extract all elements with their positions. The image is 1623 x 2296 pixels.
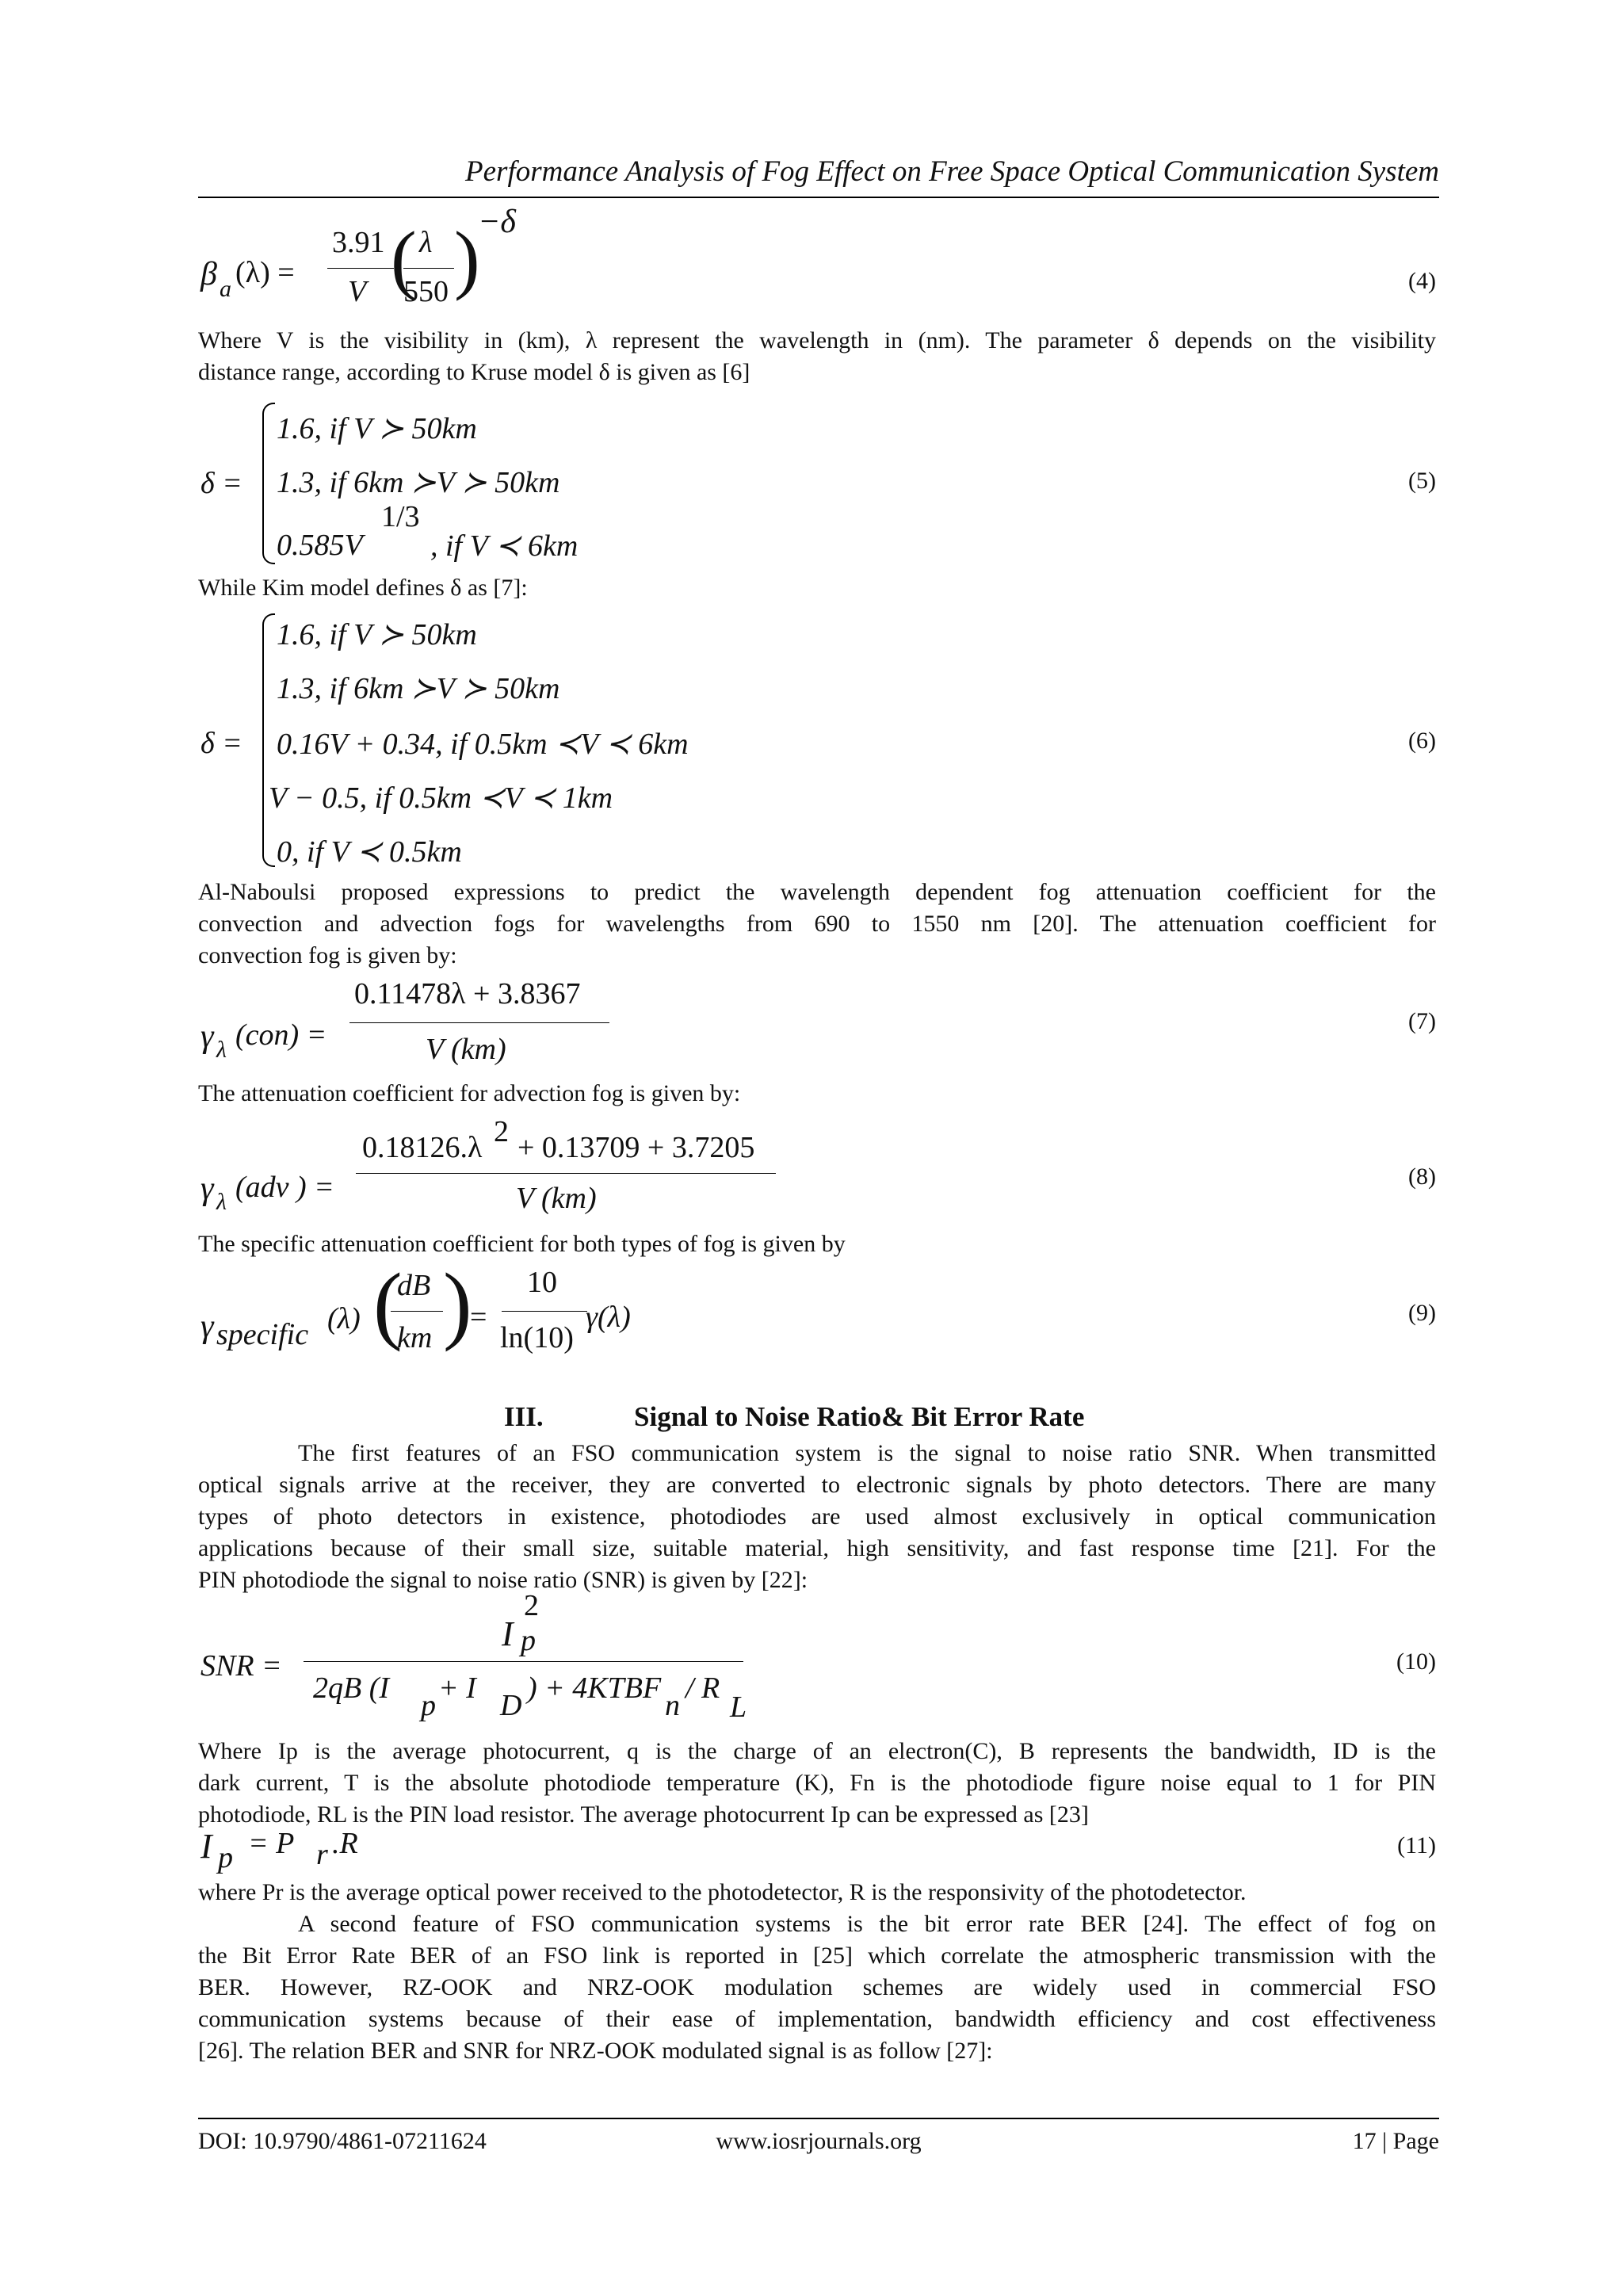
- equation-11: I p = P r .R: [200, 1827, 358, 1874]
- equation-number-6: (6): [1408, 728, 1436, 754]
- footer-page-number: 17 | Page: [1352, 2128, 1439, 2154]
- equation-number-7: (7): [1408, 1008, 1436, 1034]
- equation-number-9: (9): [1408, 1300, 1436, 1326]
- running-header-title: Performance Analysis of Fog Effect on Free Space Optical Communication System: [465, 155, 1439, 188]
- equation-4: β a (λ) = 3.91 V ( λ 550 ) −δ: [200, 204, 516, 308]
- paragraph-specific-attenuation: The specific attenuation coefficient for both types of fog is given by: [198, 1231, 846, 1257]
- section-title: Signal to Noise Ratio& Bit Error Rate: [634, 1401, 1085, 1432]
- footer-website: www.iosrjournals.org: [716, 2128, 922, 2154]
- paragraph-snr-intro: The first features of an FSO communication system is the signal to noise ratio SNR. When transmitted optical signals arrive at the receiver, they are converted to electronic signals by photo detectors. There are many types of photo detectors in existence, photodiodes are used almost exclusively in optical communication applications because of their small size, suitable material, high sensitivity, and fast response time [21]. For the PIN photodiode the signal to noise ratio (SNR) is given by [22]:: [198, 1440, 1436, 1593]
- footer-doi: DOI: 10.9790/4861-07211624: [198, 2128, 487, 2154]
- running-header: [198, 152, 1439, 198]
- equation-9: γ specific (λ) ( dB km ) = 10 ln(10) γ(λ): [200, 1255, 631, 1354]
- equation-number-8: (8): [1408, 1163, 1436, 1190]
- equation-number-11: (11): [1397, 1832, 1436, 1859]
- paragraph-advection: The attenuation coefficient for advection fog is given by:: [198, 1080, 741, 1106]
- paragraph-visibility: Where V is the visibility in (km), λ represent the wavelength in (nm). The parameter δ depends on the visibility distance range, according to Kruse model δ is given as [6]: [198, 327, 1436, 385]
- section-number: III.: [504, 1401, 544, 1432]
- paragraph-kim-model: While Kim model defines δ as [7]:: [198, 575, 528, 601]
- equation-7: γ λ (con) = 0.11478λ + 3.8367 V (km): [200, 973, 676, 1076]
- paragraph-al-naboulsi: Al-Naboulsi proposed expressions to predict the wavelength dependent fog attenuation coefficient for the convection and advection fogs for wavelengths from 690 to 1550 nm [20]. The attenuation coefficient for convection fog is given by:: [198, 879, 1436, 968]
- equation-number-10: (10): [1396, 1648, 1436, 1675]
- equation-8: γ λ (adv ) = 0.18126.λ 2 + 0.13709 + 3.7205 V (km): [200, 1119, 834, 1230]
- paragraph-ber: A second feature of FSO communication systems is the bit error rate BER [24]. The effect of fog on the Bit Error Rate BER of an FSO link is reported in [25] which correlate the atmospheric transmission with the BER. However, RZ-OOK and NRZ-OOK modulation schemes are widely used in commercial FSO communication systems because of their ease of implementation, bandwidth efficiency and cost effectiveness [26]. The relation BER and SNR for NRZ-OOK modulated signal is as follow [27]:: [198, 1911, 1436, 2064]
- equation-6: δ = 1.6, if V ≻ 50km 1.3, if 6km ≻V ≻ 50km 0.16V + 0.34, if 0.5km ≺V ≺ 6km V − 0.5, if 0.5km ≺V ≺ 1km 0, if V ≺ 0.5km: [200, 610, 914, 872]
- paragraph-responsivity: where Pr is the average optical power received to the photodetector, R is the responsivity of the photodetector.: [198, 1879, 1247, 1905]
- paragraph-snr-variables: Where Ip is the average photocurrent, q is the charge of an electron(C), B represents the bandwidth, ID is the dark current, T is the absolute photodiode temperature (K), Fn is the photodiode figure noise equal to 1 for PIN photodiode, RL is the PIN load resistor. The average photocurrent Ip can be expressed as [23]: [198, 1738, 1436, 1828]
- page-footer: [198, 2118, 1439, 2154]
- equation-5: δ = 1.6, if V ≻ 50km 1.3, if 6km ≻V ≻ 50km 0.585V 1/3 , if V ≺ 6km: [200, 398, 834, 572]
- equation-number-4: (4): [1408, 268, 1436, 294]
- equation-10: SNR = I 2 p 2qB (I p + I D ) + 4KTBF n / R L: [200, 1589, 747, 1724]
- equation-number-5: (5): [1408, 468, 1436, 494]
